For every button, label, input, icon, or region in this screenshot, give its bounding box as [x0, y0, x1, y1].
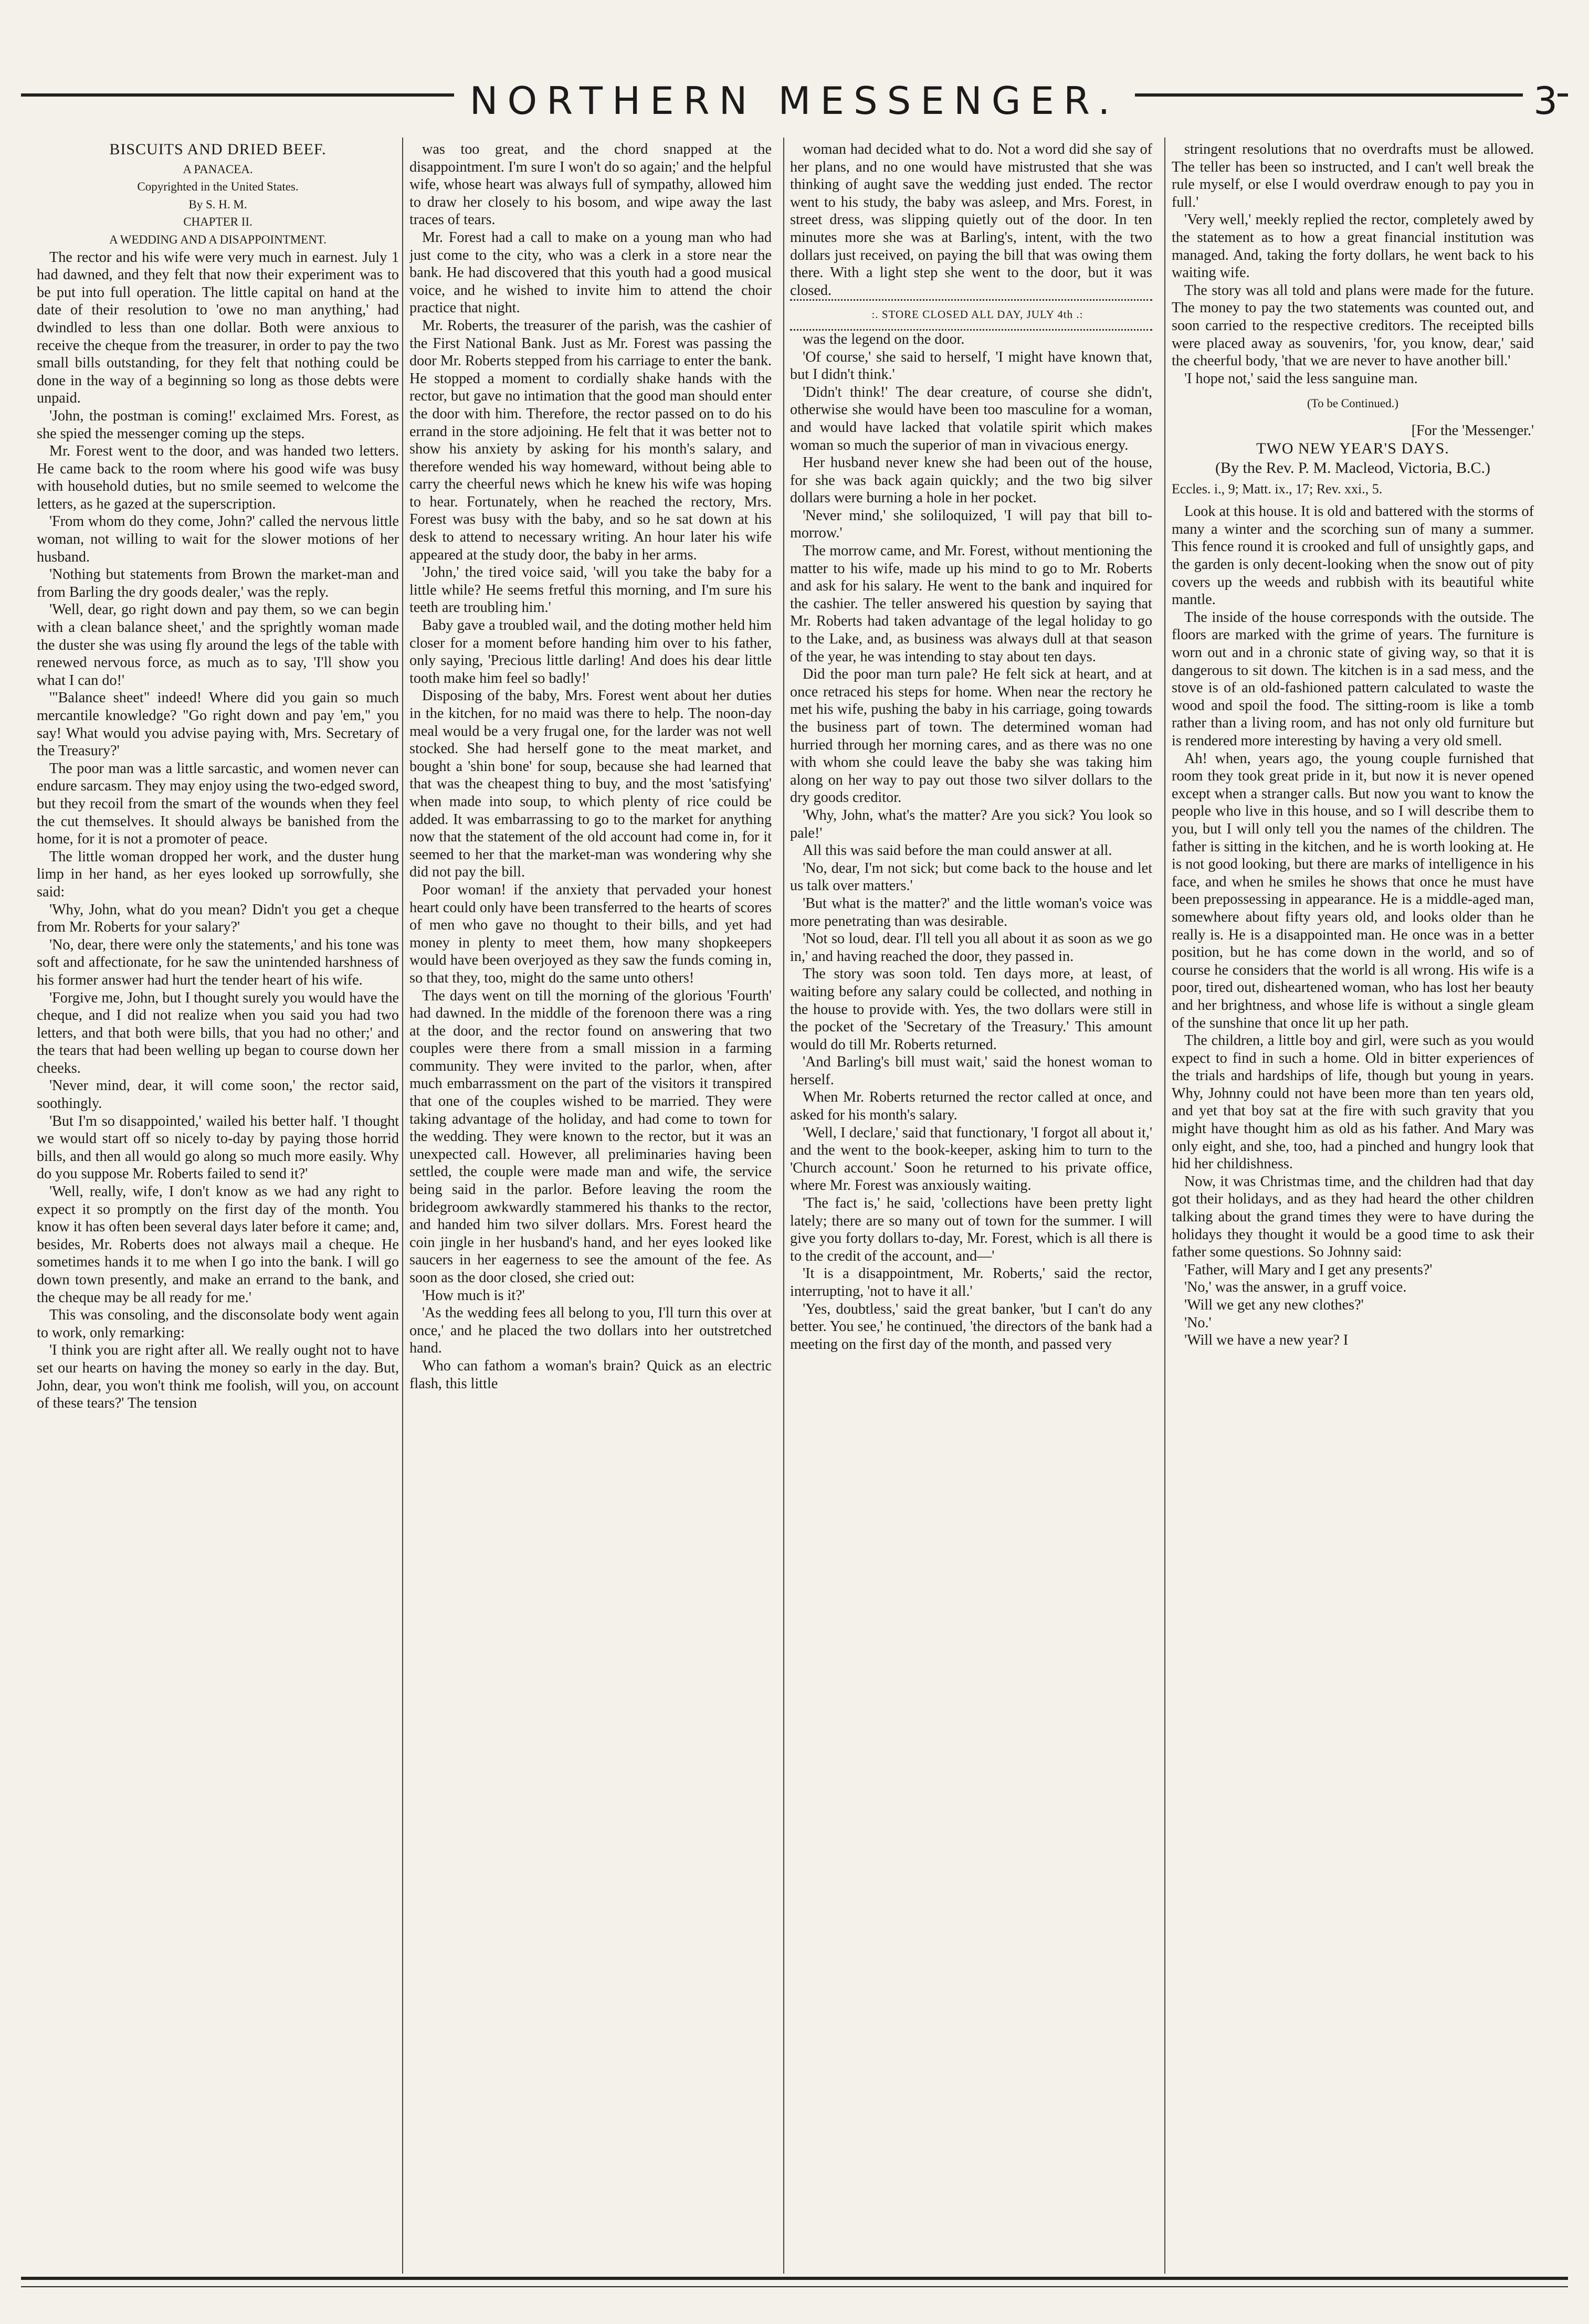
- column-3: [790, 141, 1152, 2272]
- article-title: TWO NEW YEAR'S DAYS.: [1256, 439, 1449, 457]
- paragraph: All this was said before the man could answer at all.: [803, 842, 1112, 859]
- column-divider: [783, 138, 784, 2274]
- column-divider: [1164, 138, 1165, 2274]
- footer-rule: [21, 2277, 1568, 2280]
- chapter-number: CHAPTER II.: [183, 215, 252, 229]
- paragraph: The story was soon told. Ten days more, at least, of waiting before any salary could be collected, and nothing in the house to provide with. Yes, the two dollars were still in the pocket of the 'Secretary of the Treasury.' This amount would do till Mr. Roberts returned.: [790, 966, 1152, 1053]
- paragraph: The morrow came, and Mr. Forest, without mentioning the matter to his wife, made up his mind to go to Mr. Roberts and ask for his salary. He went to the bank and inquired for the cashier. The teller answered his question by saying that Mr. Roberts had taken advantage of the legal holiday to go to the Lake, and, as business was always dull at that season of the year, he was intending to stay about ten days.: [790, 543, 1152, 665]
- column-4-body-top: [1172, 141, 1534, 387]
- paragraph: 'Didn't think!' The dear creature, of course she didn't, otherwise she would have been too masculine for a woman, and would have lacked that volatile spirit which makes woman so much the superior of man in vivacious energy.: [790, 384, 1152, 453]
- paragraph: Mr. Forest had a call to make on a young man who had just come to the city, who was a clerk in a store near the bank. He had discovered that this youth had a good musical voice, and he wished to invite him to attend the choir practice that night.: [409, 229, 772, 316]
- paragraph: woman had decided what to do. Not a word did she say of her plans, and no one would have mistrusted that she was thinking of aught save the wedding just ended. The rector went to his study, the baby was asleep, and Mrs. Forest, in street dress, was slipping quietly out of the door. In ten minutes more she was at Barling's, intent, with the two dollars just received, on paying the bill that was owing them there. With a light step she went to the door, but it was closed.: [790, 141, 1152, 299]
- paragraph: 'Well, dear, go right down and pay them, so we can begin with a clean balance sheet,' and the sprightly woman made the duster she was using fly around the legs of the table with renewed nervous force, as much as to say, 'I'll show you what I can do!': [37, 601, 399, 689]
- scripture-references: Eccles. i., 9; Matt. ix., 17; Rev. xxi., 5.: [1172, 481, 1383, 497]
- paragraph: Her husband never knew she had been out of the house, for she was back again quickly; and the two big silver dollars were burning a hole in her pocket.: [790, 455, 1152, 506]
- column-1: [37, 141, 399, 2272]
- column-3-body-top: [790, 141, 1152, 299]
- paragraph: 'But I'm so disappointed,' wailed his better half. 'I thought we would start off so nicely to-day by paying those horrid bills, and then all would go along so much more easily. Why do you suppose Mr. Roberts failed to send it?': [37, 1113, 399, 1182]
- paragraph: Baby gave a troubled wail, and the doting mother held him closer for a moment before handing him over to his father, only saying, 'Precious little darling! And does his dear little tooth make him feel so badly!': [409, 617, 772, 686]
- paragraph: The little woman dropped her work, and the duster hung limp in her hand, as her eyes looked up sorrowfully, she said:: [37, 848, 399, 900]
- paragraph: 'Well, really, wife, I don't know as we had any right to expect it so promptly on the first day of the month. You know it has often been several days later before it came; and, besides, Mr. Roberts does not always mail a cheque. He sometimes hands it to me when I go into the bank. I will go down town presently, and make an errand to the bank, and the cheque may be all ready for me.': [37, 1184, 399, 1306]
- column-3-body-bottom: [790, 331, 1152, 1353]
- paragraph: 'No, dear, I'm not sick; but come back to the house and let us talk over matters.': [790, 860, 1152, 894]
- paragraph: Look at this house. It is old and battered with the storms of many a winter and the scorching sun of many a summer. This fence round it is crooked and full of unsightly gaps, and the garden is only decent-looking when the snow out of pity covers up the weeds and rubbish with its beautiful white mantle.: [1172, 503, 1534, 608]
- store-closed-notice: :. STORE CLOSED ALL DAY, JULY 4th .:: [790, 299, 1152, 331]
- column-4: [1172, 141, 1534, 2272]
- paragraph: 'Never mind, dear, it will come soon,' the rector said, soothingly.: [37, 1078, 399, 1112]
- paragraph: When Mr. Roberts returned the rector called at once, and asked for his month's salary.: [790, 1089, 1152, 1124]
- paragraph: 'Of course,' she said to herself, 'I might have known that, but I didn't think.': [790, 348, 1152, 383]
- paragraph: 'Nothing but statements from Brown the market-man and from Barling the dry goods dealer,' was the reply.: [37, 566, 399, 600]
- paragraph: 'The fact is,' he said, 'collections have been pretty light lately; there are so many out of town for the summer. I will give you forty dollars to-day, Mr. Forest, which is all there is to the credit of the account, and—': [790, 1195, 1152, 1264]
- chapter-title: A WEDDING AND A DISAPPOINTMENT.: [109, 233, 327, 246]
- to-be-continued: (To be Continued.): [1307, 397, 1399, 410]
- article-body: [1172, 503, 1534, 1349]
- paragraph: 'Forgive me, John, but I thought surely you would have the cheque, and I did not realize when you said you had two letters, and that both were bills, that you had no other;' and the tears that had been welling up began to course down her cheeks.: [37, 989, 399, 1076]
- paragraph: Mr. Forest went to the door, and was handed two letters. He came back to the room where his good wife was busy with household duties, but no smile seemed to welcome the letters, as he gazed at the superscription.: [37, 443, 399, 512]
- paragraph: 'Father, will Mary and I get any presents?': [1184, 1261, 1433, 1278]
- column-1-body: [37, 249, 399, 1412]
- paragraph: 'It is a disappointment, Mr. Roberts,' said the rector, interrupting, 'not to have it all.': [790, 1265, 1152, 1300]
- paragraph: 'No,' was the answer, in a gruff voice.: [1184, 1279, 1407, 1296]
- page-number: 3: [1523, 79, 1558, 123]
- paragraph: Disposing of the baby, Mrs. Forest went about her duties in the kitchen, for no maid was there to help. The noon-day meal would be a very frugal one, for the larder was not well stocked. She had herself gone to the meat market, and bought a 'shin bone' for soup, because she had learned that that was the cheapest thing to buy, and the most 'satisfying' when made into soup, to which plenty of rice could be added. It was embarrassing to go to the market for anything now that the statement of the old account had come in, for it seemed to her that the market-man was wondering why she did not pay the bill.: [409, 688, 772, 881]
- column-2: [409, 141, 772, 2272]
- paragraph: 'And Barling's bill must wait,' said the honest woman to herself.: [790, 1054, 1152, 1088]
- paragraph: 'How much is it?': [422, 1287, 525, 1304]
- paragraph: 'Not so loud, dear. I'll tell you all about it as soon as we go in,' and having reached the door, they passed in.: [790, 931, 1152, 965]
- story-byline: By S. H. M.: [188, 197, 247, 211]
- paragraph: 'No.': [1184, 1314, 1212, 1331]
- paragraph: The days went on till the morning of the glorious 'Fourth' had dawned. In the middle of the forenoon there was a ring at the door, and the rector found on answering that two couples were there from a small mission in a farming community. They were invited to the parlor, when, after much embarrassment on the part of the visitors it transpired that one of the couples wished to be married. They were taking advantage of the holiday, and had come to town for the wedding. They were known to the rector, but it was an unexpected call. However, all preliminaries having been settled, the couple were made man and wife, the service being said in the parlor. Before leaving the room the bridegroom awkwardly stammered his thanks to the rector, and handed him two silver dollars. Mrs. Forest heard the coin jingle in her husband's hand, and her eyes looked like saucers in her eagerness to see the amount of the fee. As soon as the door closed, she cried out:: [409, 987, 772, 1286]
- paragraph: 'No, dear, there were only the statements,' and his tone was soft and affectionate, for he saw the unintended harshness of his former answer had hurt the tender heart of his wife.: [37, 936, 399, 988]
- paragraph: This was consoling, and the disconsolate body went again to work, only remarking:: [37, 1307, 399, 1341]
- paragraph: The poor man was a little sarcastic, and women never can endure sarcasm. They may enjoy using the two-edged sword, but they recoil from the smart of the wounds when they feel the cut themselves. It should always be banished from the home, for it is not a promoter of peace.: [37, 760, 399, 848]
- article-source-line: [For the 'Messenger.': [1411, 422, 1534, 439]
- paragraph: stringent resolutions that no overdrafts must be allowed. The teller has been so instructed, and I can't well break the rule myself, or else I would overdraw enough to pay you in full.': [1172, 141, 1534, 210]
- paragraph: '"Balance sheet" indeed! Where did you gain so much mercantile knowledge? "Go right down and pay 'em," you say! What would you advise paying with, Mrs. Secretary of the Treasury?': [37, 690, 399, 759]
- paragraph: 'Very well,' meekly replied the rector, completely awed by the statement as to how a great financial institution was managed. And, taking the forty dollars, he went back to his waiting wife.: [1172, 212, 1534, 281]
- paragraph: 'But what is the matter?' and the little woman's voice was more penetrating than was desirable.: [790, 895, 1152, 929]
- paragraph: 'As the wedding fees all belong to you, I'll turn this over at once,' and he placed the two dollars into her outstretched hand.: [409, 1305, 772, 1357]
- paragraph: The rector and his wife were very much in earnest. July 1 had dawned, and they felt that now their experiment was to be put into full operation. The little capital on hand at the date of their resolution to 'owe no man anything,' had dwindled to less than one dollar. Both were anxious to receive the cheque from the treasurer, in order to pay the two small bills outstanding, for they felt that nothing could be done in the way of a beginning so long as those debts were unpaid.: [37, 249, 399, 407]
- story-title: BISCUITS AND DRIED BEEF.: [109, 141, 327, 158]
- paragraph: 'John,' the tired voice said, 'will you take the baby for a little while? He seems fretful this morning, and I'm sure his teeth are troubling him.': [409, 564, 772, 616]
- paragraph: 'Yes, doubtless,' said the great banker, 'but I can't do any better. You see,' he continued, 'the directors of the bank had a meeting on the first day of the month, and passed very: [790, 1301, 1152, 1353]
- paragraph: 'Why, John, what do you mean? Didn't you get a cheque from Mr. Roberts for your salary?': [37, 901, 399, 936]
- paragraph: 'John, the postman is coming!' exclaimed Mrs. Forest, as she spied the messenger coming up the steps.: [37, 407, 399, 442]
- paragraph: 'I hope not,' said the less sanguine man.: [1184, 370, 1418, 387]
- footer-rule-thin: [21, 2286, 1568, 2287]
- paragraph: 'Why, John, what's the matter? Are you sick? You look so pale!': [790, 807, 1152, 841]
- masthead-title: NORTHERN MESSENGER.: [454, 79, 1135, 123]
- paragraph: Poor woman! if the anxiety that pervaded your honest heart could only have been transferred to the hearts of scores of men who gave no thought to their bills, and yet had money in plenty to meet them, how many shopkeepers would have been overjoyed as they saw the funds coming in, so that they, too, might do the same unto others!: [409, 881, 772, 986]
- paragraph: 'From whom do they come, John?' called the nervous little woman, not willing to wait for the slower motions of her husband.: [37, 513, 399, 565]
- paragraph: was too great, and the chord snapped at the disappointment. I'm sure I won't do so again;' and the helpful wife, whose heart was always full of sympathy, allowed him to draw her closely to his bosom, and wipe away the last traces of tears.: [409, 141, 772, 228]
- paragraph: The children, a little boy and girl, were such as you would expect to find in such a home. Old in bitter experiences of the trials and hardships of life, though but young in years. Why, Johnny could not have been more than ten years old, and yet that boy sat at the fire with such gravity that you might have thought him as old as his father. And Mary was only eight, and she, too, had a pinched and hungry look that hid her childishness.: [1172, 1032, 1534, 1172]
- paragraph: Who can fathom a woman's brain? Quick as an electric flash, this little: [409, 1357, 772, 1392]
- paragraph: Ah! when, years ago, the young couple furnished that room they took great pride in it, but now it is never opened except when a stranger calls. But now you want to know the people who live in this house, and so I will describe them to you, but I will only tell you the names of the children. The father is sitting in the kitchen, and he is worth looking at. He is not good looking, but there are marks of intelligence in his face, and when he smiles he shows that once he must have been prepossessing in appearance. He is a middle-aged man, somewhere about fifty years old, and looks older than he really is. He is a disappointed man. He once was in a better position, but he has come down in the world, and so of course he considers that the world is all wrong. His wife is a poor, tired out, disheartened woman, who has lost her beauty and her brightness, and whose life is without a single gleam of the sunshine that once lit up her path.: [1172, 750, 1534, 1031]
- paragraph: 'Will we get any new clothes?': [1184, 1297, 1364, 1313]
- article-byline: (By the Rev. P. M. Macleod, Victoria, B.C.): [1215, 459, 1490, 477]
- paragraph: was the legend on the door.: [803, 331, 965, 347]
- paragraph: Did the poor man turn pale? He felt sick at heart, and at once retraced his steps for home. When near the rectory he met his wife, pushing the baby in his carriage, going towards the business part of town. The determined woman had hurried through her morning cares, and as there was no one with whom she could leave the baby she was taking him along on her way to pay out those two silver dollars to the dry goods creditor.: [790, 666, 1152, 806]
- paragraph: 'Well, I declare,' said that functionary, 'I forgot all about it,' and the went to the book-keeper, asking him to turn to the 'Church account.' Soon he returned to his private office, where Mr. Forest was anxiously waiting.: [790, 1124, 1152, 1194]
- paragraph: Now, it was Christmas time, and the children had that day got their holidays, and as they had heard the other children talking about the grand times they were to have during the holidays they thought it would be a good time to ask their father some questions. So Johnny said:: [1172, 1173, 1534, 1261]
- paragraph: 'I think you are right after all. We really ought not to have set our hearts on having the money so early in the day. But, John, dear, you won't think me foolish, will you, on account of these tears?' The tension: [37, 1342, 399, 1412]
- story-subtitle: A PANACEA.: [183, 162, 253, 176]
- masthead: [0, 79, 1589, 123]
- story-copyright: Copyrighted in the United States.: [137, 180, 299, 194]
- column-divider: [402, 138, 403, 2274]
- paragraph: Mr. Roberts, the treasurer of the parish, was the cashier of the First National Bank. Just as Mr. Forest was passing the door Mr. Roberts stepped from his carriage to enter the bank. He stopped a moment to cordially shake hands with the rector, but gave no intimation that the good man should enter the door with him. Therefore, the rector passed on to do his errand in the store adjoining. He felt that it was better not to show his anxiety by asking for his month's salary, and therefore wended his way homeward, without being able to carry the cheerful news which he knew his wife was hoping to hear. Fortunately, when he reached the rectory, Mrs. Forest was busy with the baby, and so he sat down at his desk to attend to necessary writing. An hour later his wife appeared at the study door, the baby in her arms.: [409, 317, 772, 563]
- paragraph: 'Never mind,' she soliloquized, 'I will pay that bill to-morrow.': [790, 507, 1152, 542]
- column-2-body: [409, 141, 772, 1392]
- paragraph: The story was all told and plans were made for the future. The money to pay the two statements was counted out, and soon carried to the respective creditors. The receipted bills were placed away as souvenirs, 'for, you know, dear,' said the cheerful body, 'that we are never to have another bill.': [1172, 282, 1534, 369]
- paragraph: The inside of the house corresponds with the outside. The floors are marked with the grime of years. The furniture is worn out and in a chronic state of giving way, so that it is dangerous to sit down. The kitchen is in a sad mess, and the stove is of an old-fashioned pattern calculated to waste the wood and spoil the food. The sitting-room is like a tomb rather than a living room, and has not only old furniture but is rendered more interesting by having a very old smell.: [1172, 609, 1534, 749]
- paragraph: 'Will we have a new year? I: [1184, 1332, 1349, 1349]
